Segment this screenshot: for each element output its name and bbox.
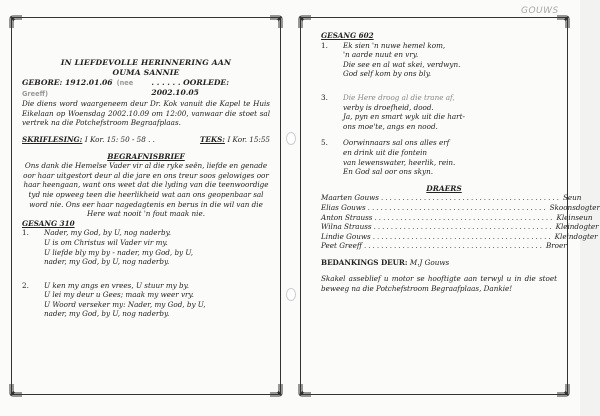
bearer-relation: Kleinseun xyxy=(556,212,593,222)
bearer-row: Maarten Gouws .......................................... Seun xyxy=(321,193,582,203)
hymn-verse xyxy=(22,228,270,266)
verse-line: 'n aarde nuut en vry. xyxy=(343,50,419,60)
handwritten-surname-note: GOUWS xyxy=(521,6,559,16)
verse-line: Die Here droog al die trane af, xyxy=(343,92,455,102)
bearer-row: Lindie Gouws .......................................... Kleindogter xyxy=(321,231,598,241)
scripture-value: I Kor. 15: 50 - 58 . . xyxy=(84,134,155,144)
bearer-row: Peet Greeff .......................................... Broer xyxy=(321,241,567,251)
verse-line: Ja, pyn en smart wyk uit die hart- xyxy=(343,112,465,122)
bearer-name: Maarten Gouws xyxy=(321,193,379,203)
verse-number: 2. xyxy=(22,280,29,290)
text-label: TEKS: xyxy=(200,134,225,144)
bearer-name: Anton Strauss xyxy=(321,212,373,222)
thanks-value: M.J Gouws xyxy=(409,257,450,267)
hymn-verse xyxy=(22,281,270,319)
verse-line: Nader, my God, by U, nog naderby. xyxy=(44,228,171,238)
ornament-corner-icon xyxy=(269,383,283,397)
verse-line: U ken my angs en vrees, U stuur my by. xyxy=(44,280,189,290)
verse-line: Ek sien 'n nuwe hemel kom, xyxy=(343,40,446,50)
bearer-relation: Skoonsdogter xyxy=(549,202,600,212)
bearer-row: Wilna Strauss .......................................... Kleindogter xyxy=(321,222,599,232)
hymn-verse xyxy=(321,40,557,79)
text-value: I Kor. 15:55 xyxy=(227,134,270,144)
verse-line: nader, my God, by U, nog naderby. xyxy=(44,309,170,319)
bearer-name: Elias Gouws xyxy=(321,202,366,212)
bearer-relation: Kleindogter xyxy=(554,231,598,241)
bearer-row: Anton Strauss .......................................... Kleinseun xyxy=(321,212,593,222)
verse-line: Die see en al wat skei, verdwyn. xyxy=(343,59,461,69)
hymn-heading: GESANG 310 xyxy=(22,218,75,228)
verse-number: 1. xyxy=(321,40,328,50)
bearers-list xyxy=(321,193,600,251)
verse-line: U liefde bly my by - nader, my God, by U, xyxy=(44,247,194,257)
service-details: Die diens word waargeneem deur Dr. Kok vanuit die Kapel te Huis Eikelaan op Woensdag 2002.10.09 om 12:00, vanwaar die stoet sal vertrek na die Potchefstroom Begraafplaas. xyxy=(22,99,270,128)
verse-line: verby is droefheid, dood. xyxy=(343,102,434,112)
deceased-name: OUMA SANNIE xyxy=(112,68,180,77)
thanks-row xyxy=(321,258,557,268)
left-page-frame xyxy=(11,17,281,395)
verse-number: 3. xyxy=(321,92,328,102)
verse-line: En God sal oor ons skyn. xyxy=(343,167,433,177)
hymn-verse xyxy=(321,92,557,131)
thanks-label: BEDANKINGS DEUR: xyxy=(321,257,408,267)
ornament-corner-icon xyxy=(298,15,312,29)
ornament-corner-icon xyxy=(556,383,570,397)
scripture-label: SKRIFLESING: xyxy=(22,134,83,144)
dots: . . . . . . xyxy=(151,78,181,87)
bearer-name: Wilna Strauss xyxy=(321,222,372,232)
verse-number: 5. xyxy=(321,138,328,148)
died-date: 2002.10.05 xyxy=(151,87,199,97)
ornament-corner-icon xyxy=(9,15,23,29)
verse-line: en drink uit die fontein xyxy=(343,147,427,157)
verse-line: van lewenswater, heerlik, rein. xyxy=(343,157,456,167)
bearers-heading: DRAERS xyxy=(426,183,462,193)
hymn-verse xyxy=(321,138,557,177)
ornament-corner-icon xyxy=(9,383,23,397)
punch-hole xyxy=(286,132,296,145)
verse-line: ons moe'te, angs en nood. xyxy=(343,121,438,131)
left-page-content xyxy=(22,58,270,319)
verse-line: U is om Christus wil Vader vir my. xyxy=(44,237,168,247)
letter-text: Ons dank die Hemelse Vader vir al die ryke seën, liefde en genade oor haar uitgestort deur al die jare en ons treur soos gelowiges oor haar heengaan, want ons weet dat die lyding van die teenwoordige tyd nie opweeg teen die heerlikheid wat aan ons geopenbaar sal word nie. Ons eer haar nagedagtenis en berus in die wil van die Here wat nooit 'n fout maak nie. xyxy=(23,161,269,219)
dates-row xyxy=(22,78,270,99)
ornament-corner-icon xyxy=(298,383,312,397)
ornament-corner-icon xyxy=(556,15,570,29)
ornament-corner-icon xyxy=(269,15,283,29)
memorial-title: IN LIEFDEVOLLE HERINNERING AAN xyxy=(60,58,232,67)
born-date: 1912.01.06 xyxy=(65,78,113,87)
handwritten-maiden-name: (nee Greeff) xyxy=(22,79,134,98)
letter-heading: BEGRAFNISBRIEF xyxy=(107,151,185,161)
bearer-name: Lindie Gouws xyxy=(321,231,371,241)
hymn-heading: GESANG 602 xyxy=(321,31,374,40)
bearer-name: Peet Greeff xyxy=(321,241,362,251)
died-label: OORLEDE: xyxy=(183,78,230,87)
right-page-frame xyxy=(300,17,600,395)
bearer-relation: Broer xyxy=(545,241,567,251)
scripture-row xyxy=(22,135,270,145)
bearer-relation: Seun xyxy=(562,193,582,203)
born-label: GEBORE: xyxy=(22,78,63,87)
bearer-relation: Kleindogter xyxy=(555,222,599,232)
punch-hole xyxy=(286,288,296,301)
right-page-content xyxy=(321,31,600,294)
verse-line: God self kom by ons bly. xyxy=(343,69,432,79)
verse-line: U Woord verseker my: Nader, my God, by U, xyxy=(44,299,206,309)
verse-number: 1. xyxy=(22,228,29,238)
verse-line: Oorwinnaars sal ons alles erf xyxy=(343,138,450,148)
verse-line: U lei my deur u Gees; maak my weer vry. xyxy=(44,290,194,300)
closing-note: Skakel asseblief u motor se hooftigte aan terwyl u in die stoet beweeg na die Potchefstroom Begraafplaas, Dankie! xyxy=(321,274,557,294)
bearer-row: Elias Gouws .......................................... Skoonsdogter xyxy=(321,202,600,212)
verse-line: nader, my God, by U, nog naderby. xyxy=(44,257,170,267)
